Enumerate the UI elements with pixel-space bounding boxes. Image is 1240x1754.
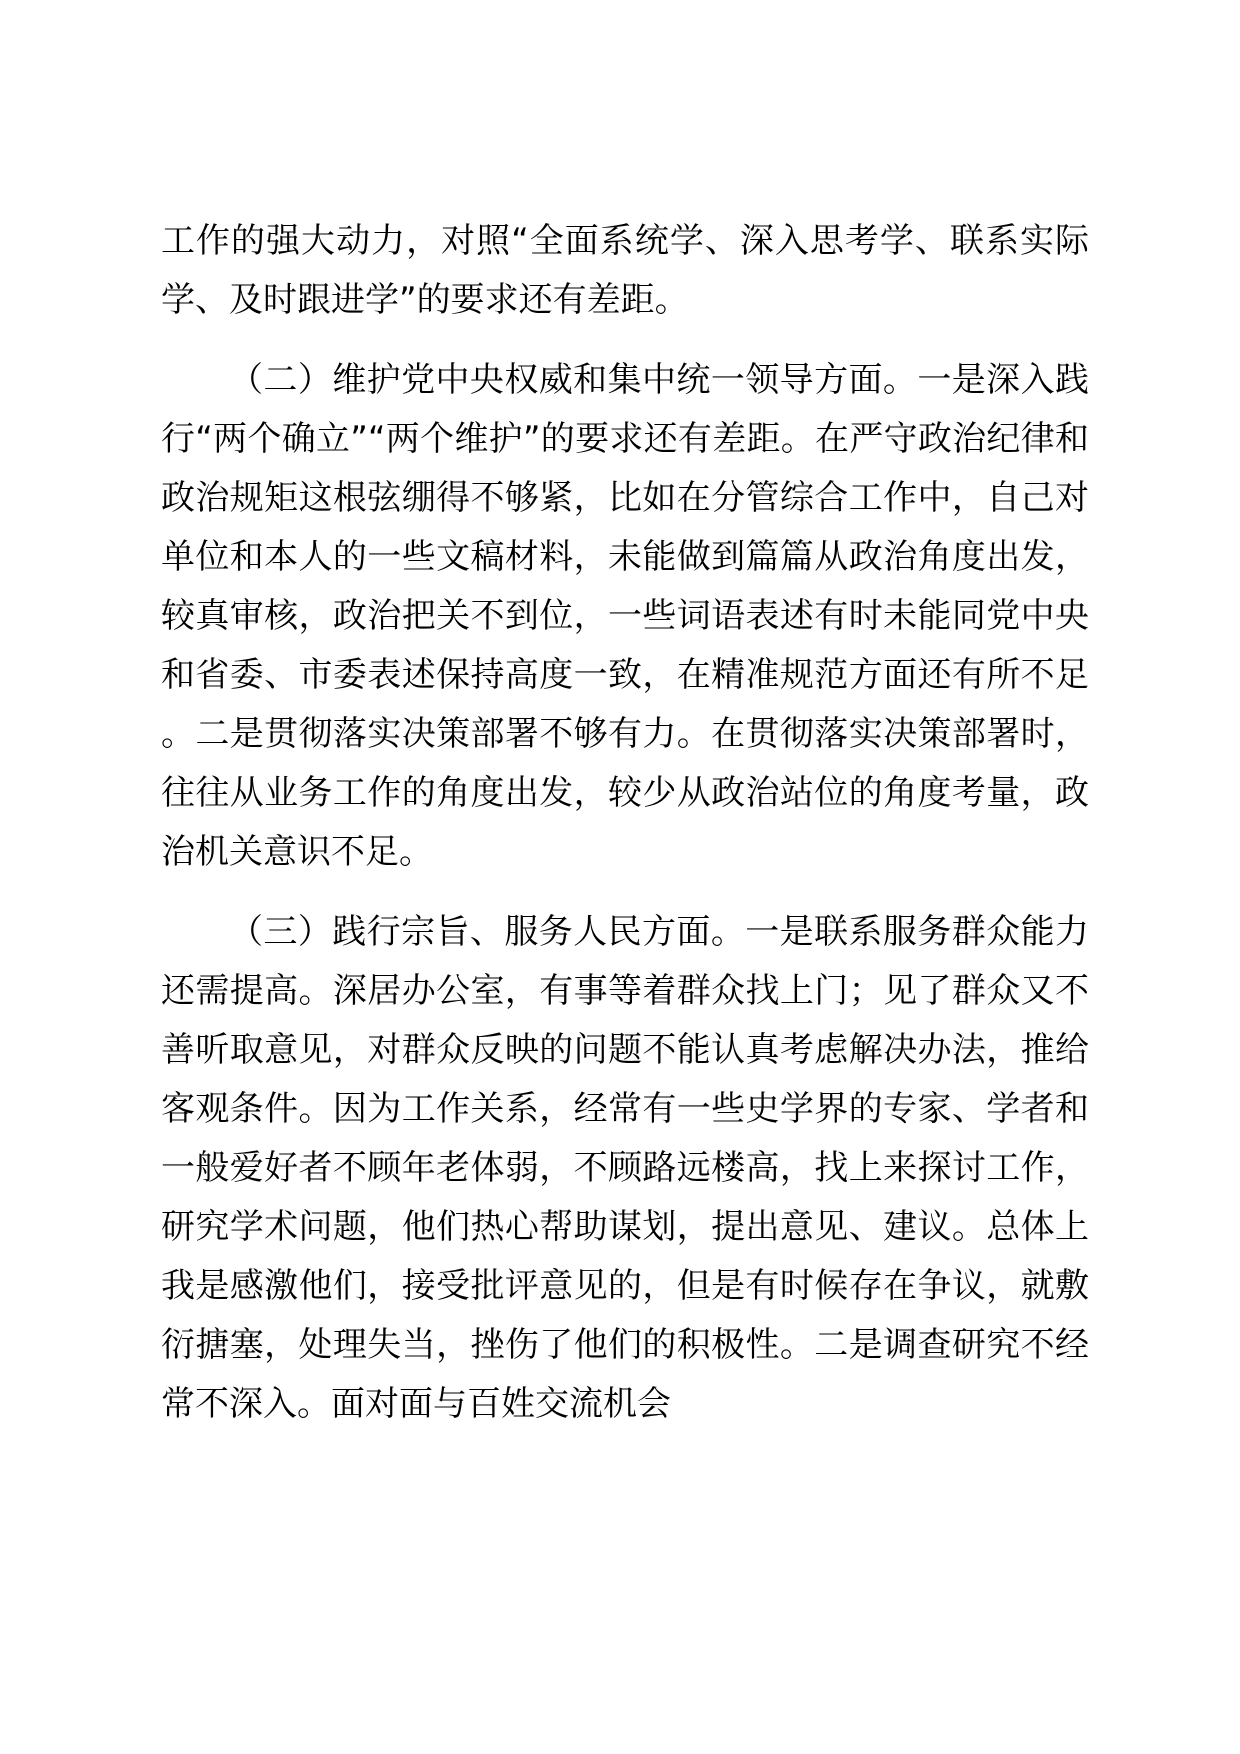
paragraph-section-two: （二）维护党中央权威和集中统一领导方面。一是深入践行“两个确立”“两个维护”的要求还有差距。在严守政治纪律和政治规矩这根弦绷得不够紧，比如在分管综合工作中，自己对单位和本人的一些文稿材料，未能做到篇篇从政治角度出发，较真审核，政治把关不到位，一些词语表述有时未能同党中央和省委、市委表述保持高度一致，在精准规范方面还有所不足。二是贯彻落实决策部署不够有力。在贯彻落实决策部署时，往往从业务工作的角度出发，较少从政治站位的角度考量，政治机关意识不足。 [161,360,1089,872]
paragraph-continuation: 工作的强大动力，对照“全面系统学、深入思考学、联系实际学、及时跟进学”的要求还有差距。 [161,221,1089,320]
paragraph-section-three: （三）践行宗旨、服务人民方面。一是联系服务群众能力还需提高。深居办公室，有事等着群众找上门；见了群众又不善听取意见，对群众反映的问题不能认真考虑解决办法，推给客观条件。因为工作关系，经常有一些史学界的专家、学者和一般爱好者不顾年老体弱，不顾路远楼高，找上来探讨工作，研究学术问题，他们热心帮助谋划，提出意见、建议。总体上我是感激他们，接受批评意见的，但是有时候存在争议，就敷衍搪塞，处理失当，挫伤了他们的积极性。二是调查研究不经常不深入。面对面与百姓交流机会 [161,912,1089,1424]
document-body [161,212,1089,1455]
